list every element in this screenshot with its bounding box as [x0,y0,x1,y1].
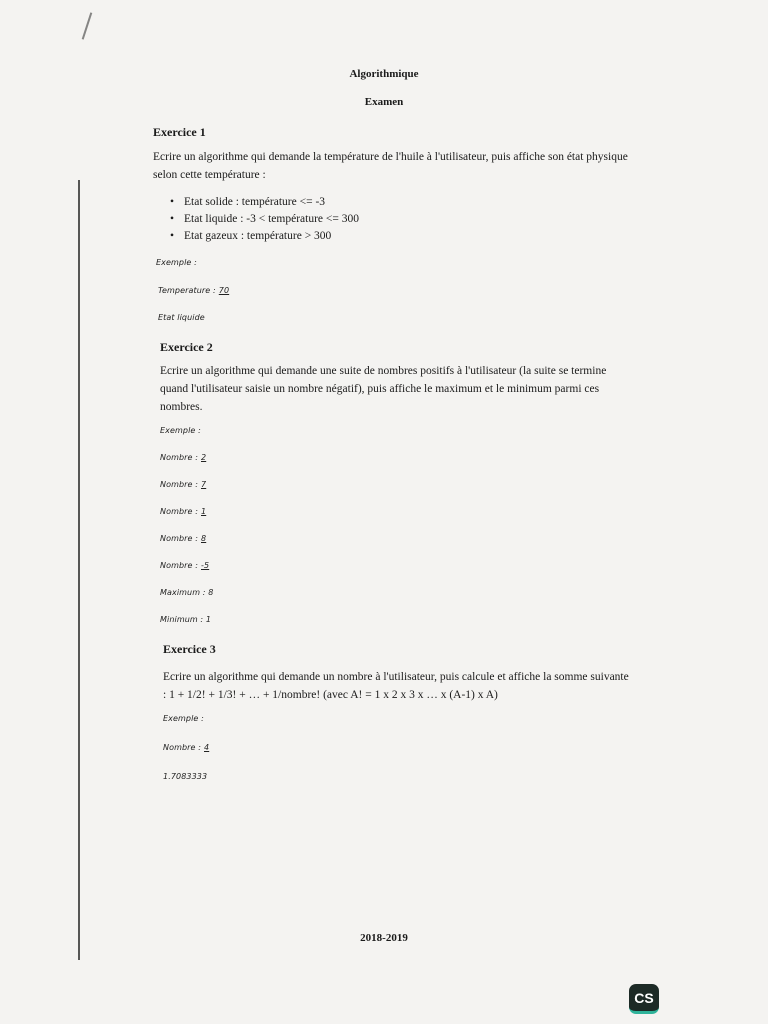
page-edge-shadow [78,180,80,960]
exercise2-example-line: Maximum : 8 [160,588,214,597]
exercise1-example-label: Exemple : [156,258,197,267]
exercise2-example-line: Nombre : 2 [160,453,207,462]
exercise3-example-line: Nombre : 4 [163,743,210,752]
pen-mark [82,12,93,39]
exercise1-example-line: Temperature : 70 [158,286,230,295]
bullet-item: • Etat gazeux : température > 300 [170,228,359,245]
exercise3-example-label: Exemple : [163,714,204,723]
exercise3-example-line: 1.7083333 [163,772,208,781]
exercise2-example-line: Nombre : -5 [160,561,210,570]
bullet-item: • Etat liquide : -3 < température <= 300 [170,211,359,228]
exercise2-example-line: Minimum : 1 [160,615,212,624]
exercise2-text: Ecrire un algorithme qui demande une suite de nombres positifs à l'utilisateur (la suite se termine quand l'utilisateur saisie un nombre négatif), puis affiche le maximum et le minimum parmi ces nombres. [160,365,607,413]
exercise2-example-line: Nombre : 8 [160,534,207,543]
exercise3-text: Ecrire un algorithme qui demande un nombre à l'utilisateur, puis calcule et affiche la somme suivante : 1 + 1/2! + 1/3! + … + 1/nombre! (avec A! = 1 x 2 x 3 x … x (A-1) x A) [163,671,629,701]
exercise2-example-label: Exemple : [160,426,201,435]
camscanner-logo: CS [629,984,659,1014]
exercise2-example-line: Nombre : 7 [160,480,207,489]
document-type: Examen [364,96,404,108]
exercise2-example-line: Nombre : 1 [160,507,207,516]
exercise1-bullets [170,194,359,245]
document-subject: Algorithmique [349,68,419,80]
exercise2-title: Exercice 2 [160,340,213,354]
exercise1-text: Ecrire un algorithme qui demande la température de l'huile à l'utilisateur, puis affiche son état physique selon cette température : [153,151,628,181]
exercise1-title: Exercice 1 [153,125,206,139]
bullet-item: • Etat solide : température <= -3 [170,194,359,211]
footer-year: 2018-2019 [360,932,408,944]
exercise3-title: Exercice 3 [163,642,216,656]
exercise1-example-line: Etat liquide [158,313,205,322]
